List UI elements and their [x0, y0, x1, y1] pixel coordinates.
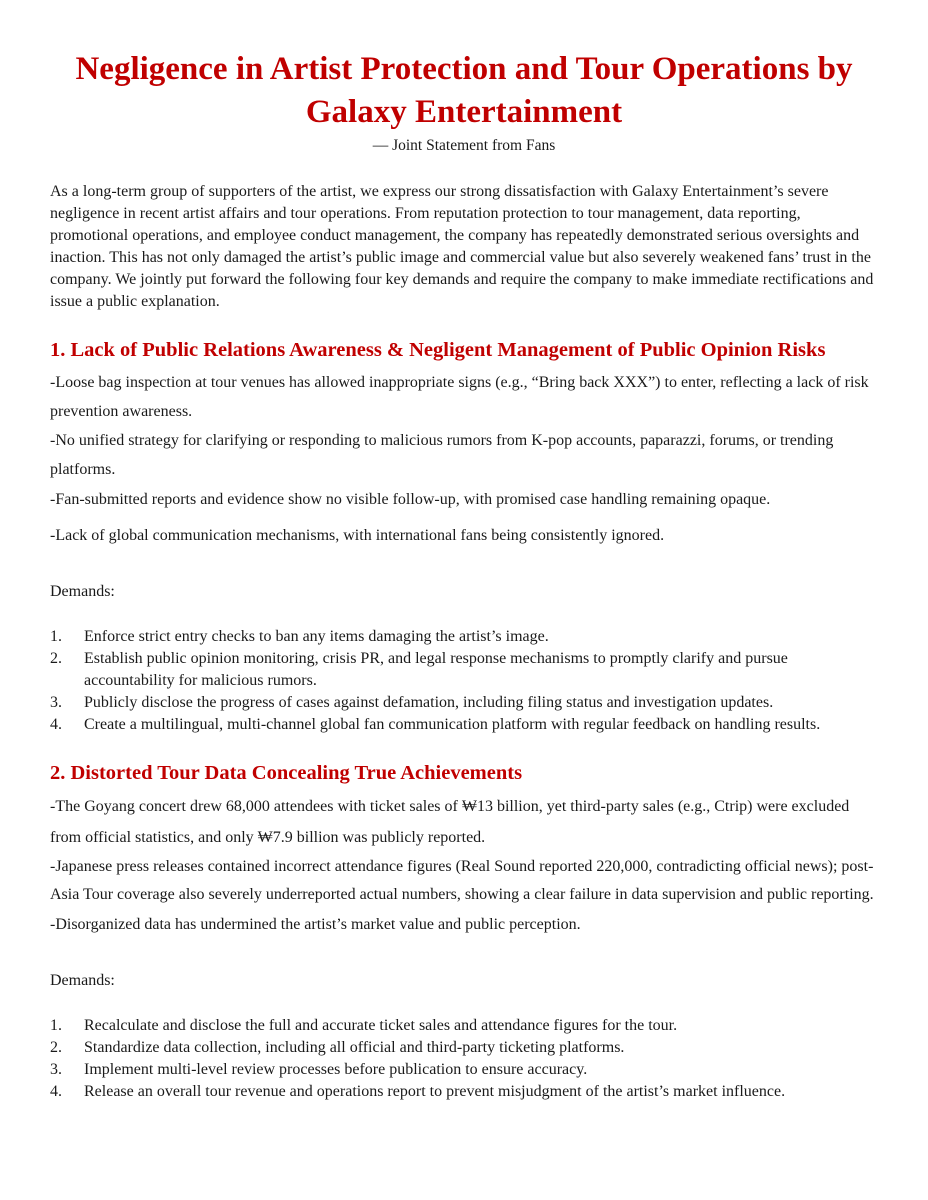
- demand-text: Recalculate and disclose the full and accurate ticket sales and attendance figures for the tour.: [84, 1017, 678, 1034]
- issue-item: -Loose bag inspection at tour venues has allowed inappropriate signs (e.g., “Bring back XXX”) to enter, reflecting a lack of risk prevention awareness.: [50, 374, 869, 420]
- demand-number: 4.: [50, 1083, 62, 1100]
- issue-list: [50, 368, 878, 551]
- demand-number: 1.: [50, 628, 62, 645]
- demand-item: [50, 626, 878, 648]
- issue-item: -Disorganized data has undermined the artist’s market value and public perception.: [50, 916, 581, 933]
- demands-list: [50, 626, 878, 736]
- demand-text: Enforce strict entry checks to ban any items damaging the artist’s image.: [84, 628, 549, 645]
- issue-item: -Japanese press releases contained incorrect attendance figures (Real Sound reported 220,000, contradicting official news); post-Asia Tour coverage also severely underreported actual numbers, showing a clear failure in data supervision and public reporting.: [50, 858, 874, 903]
- demand-text: Release an overall tour revenue and operations report to prevent misjudgment of the artist’s market influence.: [84, 1083, 786, 1100]
- demands-label: Demands:: [50, 583, 115, 600]
- demands-label: Demands:: [50, 972, 115, 989]
- demand-item: [50, 1037, 878, 1059]
- demand-item: [50, 648, 878, 692]
- section-tour-data: [50, 759, 878, 1103]
- demand-item: [50, 1015, 878, 1037]
- demand-item: [50, 1059, 878, 1081]
- demand-item: [50, 1081, 878, 1103]
- demand-number: 3.: [50, 1061, 62, 1078]
- issue-list: [50, 791, 878, 940]
- issue-item: -Lack of global communication mechanisms, with international fans being consistently ignored.: [50, 527, 665, 544]
- issue-item: -The Goyang concert drew 68,000 attendees with ticket sales of ₩13 billion, yet third-party sales (e.g., Ctrip) were excluded from official statistics, and only ₩7.9 billion was publicly reported.: [50, 798, 850, 846]
- section-heading: 1. Lack of Public Relations Awareness & Negligent Management of Public Opinion Risks: [50, 339, 826, 361]
- demands-list: [50, 1015, 878, 1103]
- demand-item: [50, 692, 878, 714]
- demand-text: Create a multilingual, multi-channel global fan communication platform with regular feedback on handling results.: [84, 716, 821, 733]
- section-heading: 2. Distorted Tour Data Concealing True Achievements: [50, 762, 523, 784]
- document-subtitle: — Joint Statement from Fans: [372, 137, 556, 154]
- demand-number: 2.: [50, 1039, 62, 1056]
- document-title: Negligence in Artist Protection and Tour Operations by Galaxy Entertainment: [75, 51, 853, 130]
- section-public-relations: [50, 336, 878, 736]
- demand-number: 3.: [50, 694, 62, 711]
- demand-number: 1.: [50, 1017, 62, 1034]
- demand-text: Implement multi-level review processes before publication to ensure accuracy.: [84, 1061, 588, 1078]
- issue-item: -Fan-submitted reports and evidence show no visible follow-up, with promised case handling remaining opaque.: [50, 491, 771, 508]
- issue-item: -No unified strategy for clarifying or responding to malicious rumors from K-pop accounts, paparazzi, forums, or trending platforms.: [50, 432, 834, 478]
- demand-text: Standardize data collection, including all official and third-party ticketing platforms.: [84, 1039, 625, 1056]
- demand-item: [50, 714, 878, 736]
- demand-text: Publicly disclose the progress of cases against defamation, including filing status and investigation updates.: [84, 694, 774, 711]
- demand-number: 2.: [50, 650, 62, 667]
- intro-paragraph: As a long-term group of supporters of the artist, we express our strong dissatisfaction with Galaxy Entertainment’s severe negligence in recent artist affairs and tour operations. From reputation protection to tour management, data reporting, promotional operations, and employee conduct management, the company has repeatedly demonstrated serious oversights and inaction. This has not only damaged the artist’s public image and commercial value but also severely weakened fans’ trust in the company. We jointly put forward the following four key demands and require the company to make immediate rectifications and issue a public explanation.: [50, 183, 874, 310]
- demand-number: 4.: [50, 716, 62, 733]
- demand-text: Establish public opinion monitoring, crisis PR, and legal response mechanisms to promptly clarify and pursue accountability for malicious rumors.: [84, 650, 788, 689]
